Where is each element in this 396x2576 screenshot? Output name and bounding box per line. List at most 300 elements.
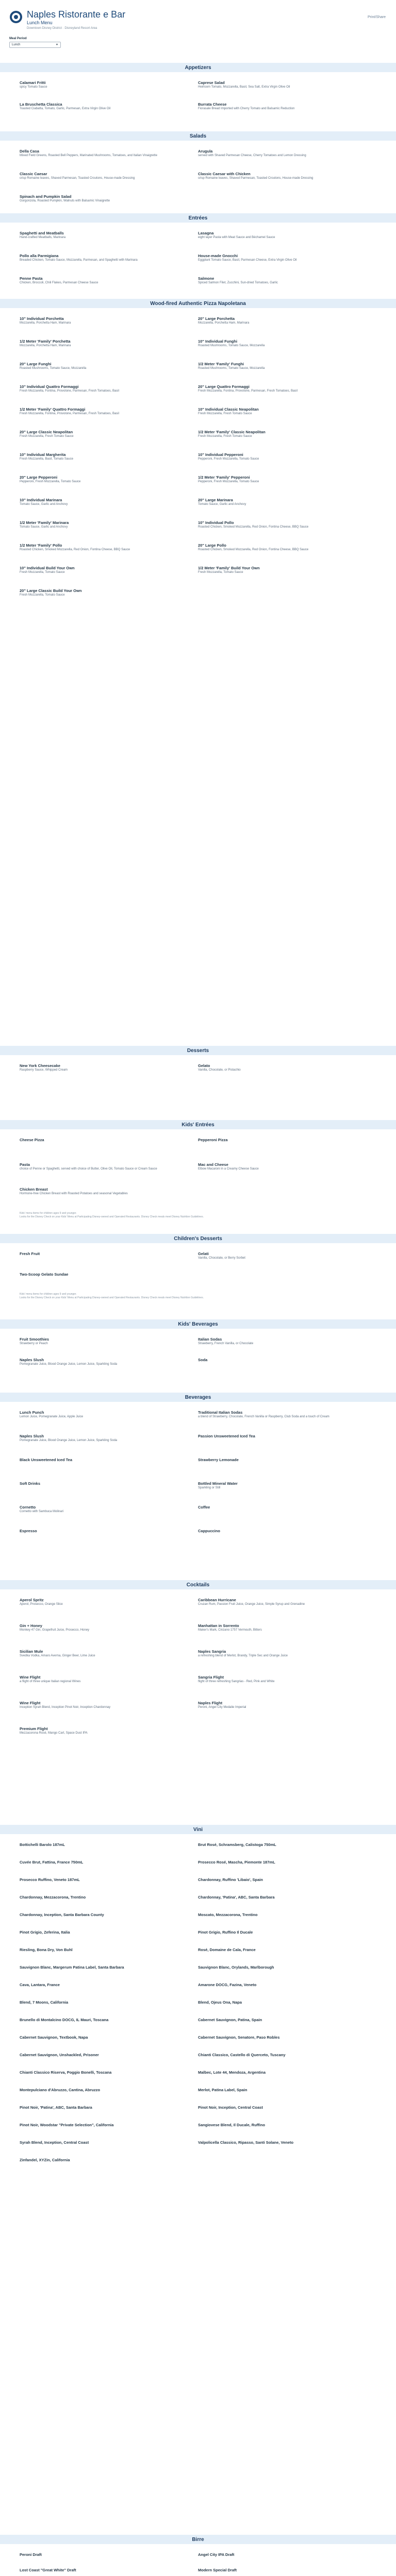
menu-item — [198, 1965, 376, 1982]
menu-item-description: Fresh Mozzarella, Fresh Tomato Sauce — [198, 435, 252, 438]
menu-item — [198, 1358, 376, 1378]
menu-item — [198, 2070, 376, 2088]
menu-item-description: Mozzarella, Porchetta Ham, Marinara — [20, 321, 71, 325]
menu-item-description: Fresh Mozzarella, Fresh Tomato Sauce — [198, 412, 252, 415]
menu-item — [198, 520, 376, 543]
menu-item — [198, 1251, 376, 1272]
menu-item-name: Cabernet Sauvignon, Textbook, Napa — [20, 2035, 88, 2040]
menu-item — [198, 2035, 376, 2053]
menu-item-name: Pinot Noir, 'Patina', ABC, Santa Barbara — [20, 2105, 92, 2110]
menu-item — [20, 1410, 198, 1434]
menu-item-name: Naples Slush — [20, 1434, 44, 1438]
menu-item-name: Sangiovese Blend, Il Ducale, Ruffino — [198, 2123, 266, 2127]
section-items — [0, 141, 396, 217]
section-heading: Appetizers — [0, 63, 396, 72]
menu-item-name: Moscato, Mezzacorona, Trentino — [198, 1912, 258, 1917]
menu-section — [0, 1046, 396, 1082]
menu-item-description: a flight of three unique Italian regional Wines — [20, 1680, 81, 1683]
menu-item — [20, 1458, 198, 1481]
menu-item — [20, 231, 198, 253]
menu-item — [198, 2053, 376, 2070]
menu-item-name: 10" Individual Classic Neapolitan — [198, 407, 259, 412]
section-heading: Vini — [0, 1825, 396, 1834]
section-items — [0, 1589, 396, 1752]
menu-item — [20, 1649, 198, 1675]
menu-item — [198, 1930, 376, 1947]
menu-item — [198, 588, 376, 611]
menu-item-name: 1/2 Meter 'Family' Quattro Formaggi — [20, 407, 86, 412]
menu-item-name: Lost Coast "Great White" Draft — [20, 2568, 76, 2572]
menu-item-name: Cabernet Sauvignon, Senatore, Paso Robles — [198, 2035, 280, 2040]
menu-item-description: Raspberry Sauce, Whipped Cream — [20, 1069, 68, 1072]
menu-item — [20, 1162, 198, 1187]
section-items — [0, 2544, 396, 2576]
menu-item — [20, 1860, 198, 1877]
menu-row — [20, 2053, 376, 2070]
menu-row — [20, 1529, 376, 1552]
menu-row — [20, 566, 376, 588]
menu-item-name: Chardonnay, Ruffino 'Libaio', Spain — [198, 1877, 263, 1882]
menu-item-name: Passion Unsweetened Iced Tea — [198, 1434, 255, 1438]
menu-item-name: Gelati — [198, 1251, 209, 1256]
meal-period-label: Meal Period — [9, 37, 27, 40]
menu-item-description: Roasted Mushrooms, Tomato Sauce, Mozzarella — [198, 344, 265, 347]
menu-row — [20, 1930, 376, 1947]
menu-item — [198, 1187, 376, 1212]
menu-item — [198, 1623, 376, 1649]
menu-item-name: Caribbean Hurricane — [198, 1598, 236, 1602]
menu-item — [198, 231, 376, 253]
menu-item-name: Wine Flight — [20, 1675, 41, 1680]
menu-item-name: 10" Individual Pepperoni — [198, 452, 243, 457]
section-heading: Entrées — [0, 213, 396, 223]
menu-row — [20, 1701, 376, 1726]
menu-item-description: Inception Syrah Blend, Inception Pinot Noir, Inception Chardonnay — [20, 1706, 111, 1709]
menu-item-name: Sauvignon Blanc, Orylands, Marlborough — [198, 1965, 274, 1970]
menu-item-name: Peroni Draft — [20, 2552, 42, 2557]
menu-item — [198, 1649, 376, 1675]
menu-item — [20, 1272, 198, 1293]
menu-item-description: Cruzan Rum, Passion Fruit Juice, Orange Juice, Simple Syrup and Grenadine — [198, 1603, 305, 1606]
menu-item-description: Svedka Vodka, Amaro Averna, Ginger Beer, Lime Juice — [20, 1654, 95, 1657]
menu-item-description: Eggplant Tomato Sauce, Basil, Parmesan Cheese, Extra Virgin Olive Oil — [198, 259, 297, 262]
menu-item-name: Prosecco Ruffino, Veneto 187mL — [20, 1877, 80, 1882]
menu-item-name: Black Unsweetened Iced Tea — [20, 1458, 72, 1462]
menu-item-description: Tomato Sauce, Garlic and Anchovy — [198, 503, 246, 506]
menu-row — [20, 384, 376, 407]
menu-item — [20, 2105, 198, 2123]
menu-item-name: Bottichelli Barolo 187mL — [20, 1842, 65, 1847]
menu-item-description: Hormone-free Chicken Breast with Roasted Potatoes and seasonal Vegetables — [20, 1192, 128, 1195]
menu-item-name: Cabernet Sauvignon, Unshackled, Prisoner — [20, 2053, 99, 2057]
menu-item-description: Mezzacorona Rosé, Mango Cart, Space Dust IPA — [20, 1732, 88, 1735]
menu-item — [20, 80, 198, 102]
menu-section — [0, 299, 396, 611]
menu-item-name: Chardonnay, 'Patina', ABC, Santa Barbara — [198, 1895, 275, 1900]
menu-item — [198, 475, 376, 498]
menu-item-name: Classic Caesar with Chicken — [198, 172, 251, 176]
menu-row — [20, 2140, 376, 2158]
menu-item-name: Pinot Noir, Inception, Central Coast — [198, 2105, 263, 2110]
menu-item-name: 10" Individual Marinara — [20, 498, 62, 502]
menu-item-name: Wine Flight — [20, 1701, 41, 1705]
print-share-link[interactable]: Print/Share — [367, 15, 386, 19]
menu-section — [0, 63, 396, 124]
menu-item-name: Arugula — [198, 149, 213, 154]
menu-item-name: Prosecco Rosé, Mascha, Piemonte 187mL — [198, 1860, 275, 1865]
menu-row — [20, 1675, 376, 1701]
menu-item-description: Mixed Field Greens, Roasted Bell Peppers, Marinated Mushrooms, Tomatoes, and Italian Vinaigrette — [20, 154, 157, 157]
menu-item-name: Pinot Grigio, Ruffino Il Ducale — [198, 1930, 253, 1935]
menu-item — [20, 172, 198, 194]
menu-row — [20, 1649, 376, 1675]
menu-item-name: 20" Large Funghi — [20, 362, 52, 366]
menu-item-name: 1/2 Meter 'Family' Marinara — [20, 520, 69, 525]
menu-item-name: Cava, Lantara, France — [20, 1982, 60, 1987]
menu-item-description: Fresh Mozzarella, Fontina, Provolone, Parmesan, Fresh Tomatoes, Basil — [198, 389, 298, 393]
menu-item — [198, 2568, 376, 2576]
menu-item — [20, 407, 198, 430]
menu-row — [20, 1358, 376, 1378]
menu-item — [198, 1598, 376, 1623]
menu-item-name: 1/2 Meter 'Family' Pepperoni — [198, 475, 250, 480]
menu-item — [198, 1982, 376, 2000]
menu-item — [20, 1842, 198, 1860]
menu-item — [198, 172, 376, 194]
menu-item — [20, 253, 198, 276]
menu-item — [20, 149, 198, 172]
section-heading: Cocktails — [0, 1580, 396, 1589]
menu-item — [20, 1251, 198, 1272]
menu-row — [20, 1860, 376, 1877]
menu-item — [198, 2123, 376, 2140]
menu-section — [0, 131, 396, 217]
menu-item-name: Chardonnay, Mezzacorona, Trentino — [20, 1895, 86, 1900]
menu-item — [20, 1947, 198, 1965]
menu-item-name: Cabernet Sauvignon, Patina, Spain — [198, 2018, 262, 2022]
menu-item-description: Fresh Mozzarella, Tomato Sauce — [20, 594, 65, 597]
menu-row — [20, 1726, 376, 1752]
menu-item-name: 10" Individual Funghi — [198, 339, 238, 344]
menu-row — [20, 498, 376, 520]
menu-row — [20, 362, 376, 384]
meal-period-area — [0, 37, 396, 64]
menu-item-description: Roasted Mushrooms, Tomato Sauce, Mozzarella — [20, 367, 87, 370]
menu-item-description: Fresh Mozzarella, Tomato Sauce — [20, 571, 65, 574]
menu-item-description: a blend of Strawberry, Chocolate, French Vanilla or Raspberry, Club Soda and a touch of Cream — [198, 1415, 329, 1418]
menu-item-name: Blend, Ojeus Ona, Napa — [198, 2000, 242, 2005]
menu-row — [20, 1410, 376, 1434]
menu-item — [198, 316, 376, 339]
menu-item-name: Calamari Fritti — [20, 80, 46, 85]
section-heading: Kids' Beverages — [0, 1319, 396, 1329]
menu-section — [0, 2535, 396, 2576]
section-items — [0, 308, 396, 611]
menu-item-name: New York Cheesecake — [20, 1063, 60, 1068]
menu-item-name: Traditional Italian Sodas — [198, 1410, 243, 1415]
menu-header — [0, 0, 396, 37]
menu-item-description: eight layer Pasta with Meat Sauce and Béchamel Sauce — [198, 236, 275, 239]
menu-item-name: Bottled Mineral Water — [198, 1481, 238, 1486]
menu-item-name: Pinot Noir, Woodstar "Private Selection", California — [20, 2123, 114, 2127]
menu-item — [20, 1930, 198, 1947]
section-items — [0, 1329, 396, 1378]
menu-item-name: 10" Individual Quattro Formaggi — [20, 384, 79, 389]
menu-item — [198, 1410, 376, 1434]
menu-item-name: Merlot, Patina Label, Spain — [198, 2088, 248, 2092]
menu-item-name: Fresh Fruit — [20, 1251, 40, 1256]
menu-item-name: Spinach and Pumpkin Salad — [20, 194, 72, 199]
section-heading: Children's Desserts — [0, 1234, 396, 1243]
menu-item-description: served with Shaved Parmesan Cheese, Cherry Tomatoes and Lemon Dressing — [198, 154, 306, 157]
menu-item-name: Rosé, Domaine de Cala, France — [198, 1947, 256, 1952]
menu-item-description: crisp Romaine leaves, Shaved Parmesan, Toasted Croutons, House-made Dressing — [198, 177, 314, 180]
menu-item — [198, 339, 376, 362]
menu-item — [20, 1982, 198, 2000]
menu-item-description: Fresh Mozzarella, Fontina, Provolone, Parmesan, Fresh Tomatoes, Basil — [20, 412, 119, 415]
menu-item — [20, 2568, 198, 2576]
menu-row — [20, 1912, 376, 1930]
menu-row — [20, 1187, 376, 1212]
menu-item-description: Pepperoni, Fresh Mozzarella, Tomato Sauce — [198, 480, 259, 483]
menu-item-name: 1/2 Meter 'Family' Classic Neapolitan — [198, 430, 266, 434]
meal-period-value: Lunch — [12, 43, 21, 46]
menu-item-name: Blend, 7 Moons, California — [20, 2000, 69, 2005]
menu-row — [20, 172, 376, 194]
menu-row — [20, 1982, 376, 2000]
menu-row — [20, 1947, 376, 1965]
menu-item-name: Angel City IPA Draft — [198, 2552, 235, 2557]
menu-item-name: Soda — [198, 1358, 208, 1362]
menu-item-name: Cappuccino — [198, 1529, 220, 1533]
menu-item — [20, 588, 198, 611]
menu-item — [198, 1912, 376, 1930]
menu-item-name: Strawberry Lemonade — [198, 1458, 239, 1462]
menu-item — [20, 1598, 198, 1623]
section-note: Kids' menu items for children ages 9 and younger. Looks for the Disney Check on your Kids' Menu at Participating Disney-owned and Operated Restaurants. Disney Check meals meet Disney Nutrition Guidelines. — [20, 1212, 204, 1218]
menu-item — [198, 1272, 376, 1293]
menu-item-description: Tomato Sauce, Garlic and Anchovy — [20, 526, 68, 529]
section-items — [0, 72, 396, 124]
menu-item-name: Two-Scoop Gelato Sundae — [20, 1272, 69, 1277]
menu-item-name: Amarone DOCG, Fazina, Veneto — [198, 1982, 257, 1987]
menu-item-name: Classic Caesar — [20, 172, 47, 176]
menu-item-name: 1/2 Meter 'Family' Funghi — [198, 362, 244, 366]
menu-section — [0, 1825, 396, 2175]
menu-item — [198, 430, 376, 452]
menu-item — [20, 1434, 198, 1458]
menu-item — [198, 1895, 376, 1912]
restaurant-title: Naples Ristorante e Bar — [27, 9, 126, 20]
menu-item-name: Mac and Cheese — [198, 1162, 228, 1167]
menu-item-description: Fresh Mozzarella, Fresh Tomato Sauce — [20, 435, 74, 438]
menu-row — [20, 1251, 376, 1272]
menu-item — [20, 316, 198, 339]
menu-item — [20, 362, 198, 384]
menu-item-description: Strawberry or Peach — [20, 1342, 48, 1345]
menu-item-description: Pomegranate Juice, Blood Orange Juice, Lemon Juice, Sparkling Soda — [20, 1439, 118, 1442]
menu-section — [0, 1120, 396, 1219]
menu-subtitle: Lunch Menu — [27, 20, 53, 25]
menu-item-description: a refreshing blend of Merlot, Brandy, Triple Sec and Orange Juice — [198, 1654, 288, 1657]
meal-period-select[interactable] — [9, 42, 61, 48]
menu-item — [20, 1623, 198, 1649]
menu-item-description: Breaded Chicken, Tomato Sauce, Mozzarella, Parmesan, and Spaghetti with Marinara — [20, 259, 138, 262]
menu-item-description: Heirloom Tomato, Mozzarella, Basil, Sea Salt, Extra Virgin Olive Oil — [198, 86, 290, 89]
section-items — [0, 1243, 396, 1293]
menu-item-description: Aperol, Prosecco, Orange Slice — [20, 1603, 63, 1606]
menu-item-name: Chianti Classico, Castello di Querceto, Tuscany — [198, 2053, 286, 2057]
menu-item-name: Chardonnay, Inception, Santa Barbara County — [20, 1912, 104, 1917]
menu-item — [198, 1434, 376, 1458]
menu-item-name: Riesling, Bona Dry, Von Buhl — [20, 1947, 73, 1952]
section-items — [0, 1834, 396, 2175]
menu-item — [20, 1675, 198, 1701]
menu-row — [20, 2552, 376, 2568]
menu-row — [20, 339, 376, 362]
menu-item-description: Monkey 47 Gin, Grapefruit Juice, Prosecco, Honey — [20, 1629, 90, 1632]
menu-item-description: spicy Tomato Sauce — [20, 86, 47, 89]
menu-item-description: crisp Romaine leaves, Shaved Parmesan, Toasted Croutons, House-made Dressing — [20, 177, 135, 180]
menu-item-name: Lasagna — [198, 231, 214, 235]
menu-item-name: Manhattan in Sorrento — [198, 1623, 239, 1628]
menu-item — [198, 1860, 376, 1877]
menu-item — [20, 2158, 198, 2175]
menu-item-name: Sangria Flight — [198, 1675, 224, 1680]
menu-item-name: Chicken Breast — [20, 1187, 48, 1192]
menu-item — [20, 430, 198, 452]
menu-section — [0, 1234, 396, 1300]
menu-item-description: Pepperoni, Fresh Mozzarella, Tomato Sauce — [198, 457, 259, 461]
menu-item — [198, 1842, 376, 1860]
menu-item-name: Premium Flight — [20, 1726, 48, 1731]
menu-item — [198, 253, 376, 276]
menu-item-name: Malbec, Lote 44, Mendoza, Argentina — [198, 2070, 266, 2075]
menu-item-name: 20" Large Pepperoni — [20, 475, 58, 480]
menu-item-name: Sicilian Mule — [20, 1649, 43, 1654]
restaurant-location: Downtown Disney District · Disneyland Resort Area — [27, 27, 97, 30]
menu-item-description: Gorgonzola, Roasted Pumpkin, Walnuts with Balsamic Vinaigrette — [20, 199, 110, 202]
menu-row — [20, 231, 376, 253]
header-text — [27, 9, 125, 30]
menu-item-description: Tomato Sauce, Garlic and Anchovy — [20, 503, 68, 506]
menu-item — [20, 2018, 198, 2035]
menu-item — [198, 384, 376, 407]
menu-item — [20, 1912, 198, 1930]
menu-item — [198, 1458, 376, 1481]
menu-item — [20, 1063, 198, 1082]
menu-item — [198, 543, 376, 566]
menu-item — [20, 2123, 198, 2140]
menu-row — [20, 1272, 376, 1293]
menu-item-description: Vanilla, Chocolate, or Berry Sorbet — [198, 1257, 245, 1260]
menu-row — [20, 1895, 376, 1912]
menu-row — [20, 316, 376, 339]
menu-item-description: Sparkling or Still — [198, 1486, 221, 1489]
menu-row — [20, 2158, 376, 2175]
menu-item — [20, 1138, 198, 1162]
menu-item-name: Pollo alla Parmigiana — [20, 253, 59, 258]
menu-item-name: Spaghetti and Meatballs — [20, 231, 64, 235]
menu-item — [198, 1505, 376, 1529]
menu-row — [20, 2018, 376, 2035]
menu-item-name: Aperol Spritz — [20, 1598, 44, 1602]
menu-row — [20, 1138, 376, 1162]
menu-item — [198, 80, 376, 102]
menu-item-name: 10" Individual Margherita — [20, 452, 66, 457]
menu-item-name: Gelato — [198, 1063, 210, 1068]
section-heading: Kids' Entrées — [0, 1120, 396, 1129]
menu-item-name: Cheese Pizza — [20, 1138, 44, 1142]
menu-item — [198, 407, 376, 430]
section-heading: Beverages — [0, 1393, 396, 1402]
menu-item-name: Chianti Classico Riserva, Poggio Bonelli, Toscana — [20, 2070, 112, 2075]
menu-item-description: Fresh Mozzarella, Basil, Tomato Sauce — [20, 457, 73, 461]
menu-item — [20, 543, 198, 566]
menu-item — [198, 149, 376, 172]
menu-item-name: Naples Flight — [198, 1701, 223, 1705]
menu-item-name: Espresso — [20, 1529, 37, 1533]
menu-item-description: Roasted Chicken, Smoked Mozzarella, Red Onion, Fontina Cheese, BBQ Sauce — [198, 548, 309, 551]
menu-item — [20, 475, 198, 498]
menu-item-name: Brunello di Montalcino DOCG, IL Mauri, Toscana — [20, 2018, 109, 2022]
menu-item — [198, 1877, 376, 1895]
menu-row — [20, 2088, 376, 2105]
menu-item-name: 1/2 Meter 'Family' Build Your Own — [198, 566, 260, 570]
menu-item — [198, 1529, 376, 1552]
menu-section — [0, 1580, 396, 1752]
menu-item-name: Fruit Smoothies — [20, 1337, 50, 1342]
menu-item — [198, 2088, 376, 2105]
menu-item-name: 20" Large Classic Neapolitan — [20, 430, 73, 434]
menu-item-description: Pepperoni, Fresh Mozzarella, Tomato Sauce — [20, 480, 81, 483]
menu-item — [20, 1187, 198, 1212]
menu-item-description: Hand-crafted Meatballs, Marinara — [20, 236, 66, 239]
section-items — [0, 223, 396, 299]
menu-item — [20, 1701, 198, 1726]
menu-item-description: Roasted Chicken, Smoked Mozzarella, Red Onion, Fontina Cheese, BBQ Sauce — [198, 526, 309, 529]
menu-item-name: Coffee — [198, 1505, 210, 1510]
menu-item-name: Burrata Cheese — [198, 102, 227, 107]
menu-item — [20, 452, 198, 475]
menu-row — [20, 1063, 376, 1082]
section-heading: Wood-fired Authentic Pizza Napoletana — [0, 299, 396, 308]
menu-item-description: Spiced Salmon Filet, Zucchini, Sun-dried Tomatoes, Garlic — [198, 281, 278, 284]
menu-item-name: Brut Rosé, Schramsberg, Calistoga 750mL — [198, 1842, 276, 1847]
menu-item-name: La Bruschetta Classica — [20, 102, 62, 107]
menu-item — [198, 452, 376, 475]
menu-row — [20, 1162, 376, 1187]
menu-row — [20, 475, 376, 498]
restaurant-brand — [9, 9, 387, 30]
menu-item-name: Caprese Salad — [198, 80, 225, 85]
menu-item — [20, 384, 198, 407]
menu-item — [20, 566, 198, 588]
menu-item-name: Gin + Honey — [20, 1623, 42, 1628]
menu-section — [0, 1319, 396, 1378]
menu-item-description: Roasted Chicken, Smoked Mozzarella, Red Onion, Fontina Cheese, BBQ Sauce — [20, 548, 130, 551]
menu-item-description: Vanilla, Chocolate, or Pistachio — [198, 1069, 241, 1072]
menu-item — [20, 1895, 198, 1912]
menu-item-name: 20" Large Pollo — [198, 543, 226, 548]
menu-item-description: Roasted Mushrooms, Tomato Sauce, Mozzarella — [198, 367, 265, 370]
menu-row — [20, 588, 376, 611]
menu-item-description: Toasted Ciabatta, Tomato, Garlic, Parmesan, Extra Virgin Olive Oil — [20, 107, 111, 110]
menu-item — [20, 1965, 198, 1982]
menu-item-name: 20" Large Marinara — [198, 498, 233, 502]
menu-item — [198, 102, 376, 124]
menu-item-name: Della Casa — [20, 149, 39, 154]
